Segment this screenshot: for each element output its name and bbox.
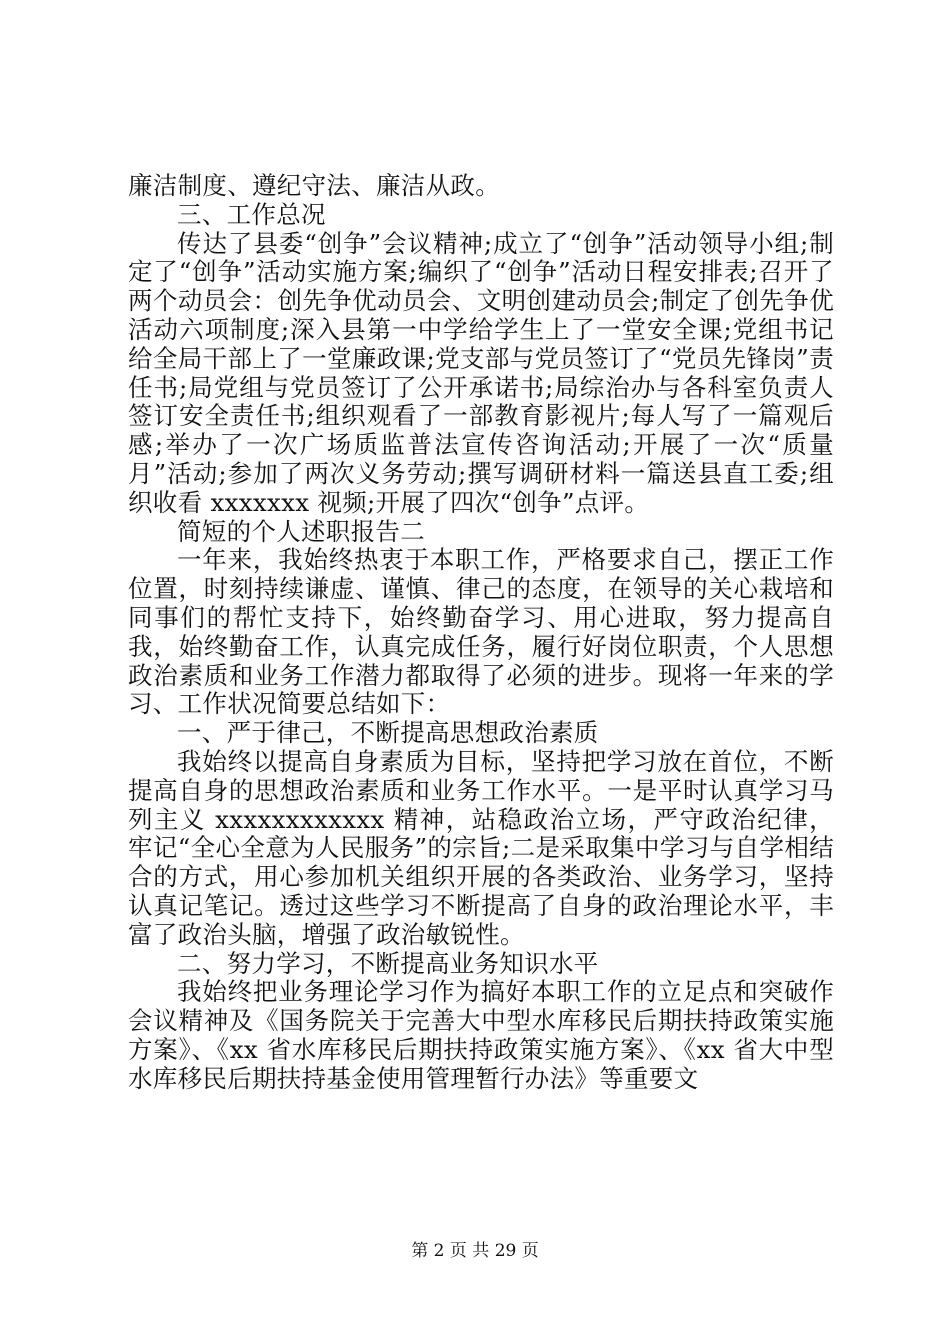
paragraph-work-summary: 传达了县委“创争”会议精神;成立了“创争”活动领导小组;制定了“创争”活动实施方案;编织了“创争”活动日程安排表;召开了两个动员会：创先争优动员会、文明创建动员会;制定了创先争优活动六项制度;深入县第一中学给学生上了一堂安全课;党组书记给全局干部上了一堂廉政课;党支部与党员签订了“党员先锋岗”责任书;局党组与党员签订了公开承诺书;局综治办与各科室负责人签订安全责任书;组织观看了一部教育影视片;每人写了一篇观后感;举办了一次广场质监普法宣传咨询活动;开展了一次“质量月”活动;参加了两次义务劳动;撰写调研材料一篇送县直工委;组织收看 xxxxxxx 视频;开展了四次“创争”点评。 bbox=[128, 228, 834, 517]
paragraph-continuation: 廉洁制度、遵纪守法、廉洁从政。 bbox=[128, 171, 500, 200]
report-title-two: 简短的个人述职报告二 bbox=[177, 516, 425, 546]
section-heading-study: 二、努力学习，不断提高业务知识水平 bbox=[177, 948, 599, 978]
document-body bbox=[128, 172, 834, 1094]
paragraph-study: 我始终把业务理论学习作为搞好本职工作的立足点和突破作会议精神及《国务院关于完善大中型水库移民后期扶持政策实施方案》、《xx 省水库移民后期扶持政策实施方案》、《xx 省大中型水库移民后期扶持基金使用管理暂行办法》等重要文 bbox=[128, 977, 834, 1093]
page-number-footer: 第 2 页 共 29 页 bbox=[411, 1241, 539, 1261]
section-heading-work-summary: 三、工作总况 bbox=[177, 199, 326, 229]
paragraph-intro: 一年来，我始终热衷于本职工作，严格要求自己，摆正工作位置，时刻持续谦虚、谨慎、律己的态度，在领导的关心栽培和同事们的帮忙支持下，始终勤奋学习、用心进取，努力提高自我，始终勤奋工作，认真完成任务，履行好岗位职责，个人思想政治素质和业务工作潜力都取得了必须的进步。现将一年来的学习、工作状况简要总结如下： bbox=[128, 545, 834, 719]
section-heading-self-discipline: 一、严于律己，不断提高思想政治素质 bbox=[177, 718, 599, 748]
paragraph-self-discipline: 我始终以提高自身素质为目标，坚持把学习放在首位，不断提高自身的思想政治素质和业务工作水平。一是平时认真学习马列主义 xxxxxxxxxxxx 精神，站稳政治立场，严守政治纪律，牢记“全心全意为人民服务”的宗旨;二是采取集中学习与自学相结合的方式，用心参加机关组织开展的各类政治、业务学习，坚持认真记笔记。透过这些学习不断提高了自身的政治理论水平，丰富了政治头脑，增强了政治敏锐性。 bbox=[128, 746, 834, 949]
